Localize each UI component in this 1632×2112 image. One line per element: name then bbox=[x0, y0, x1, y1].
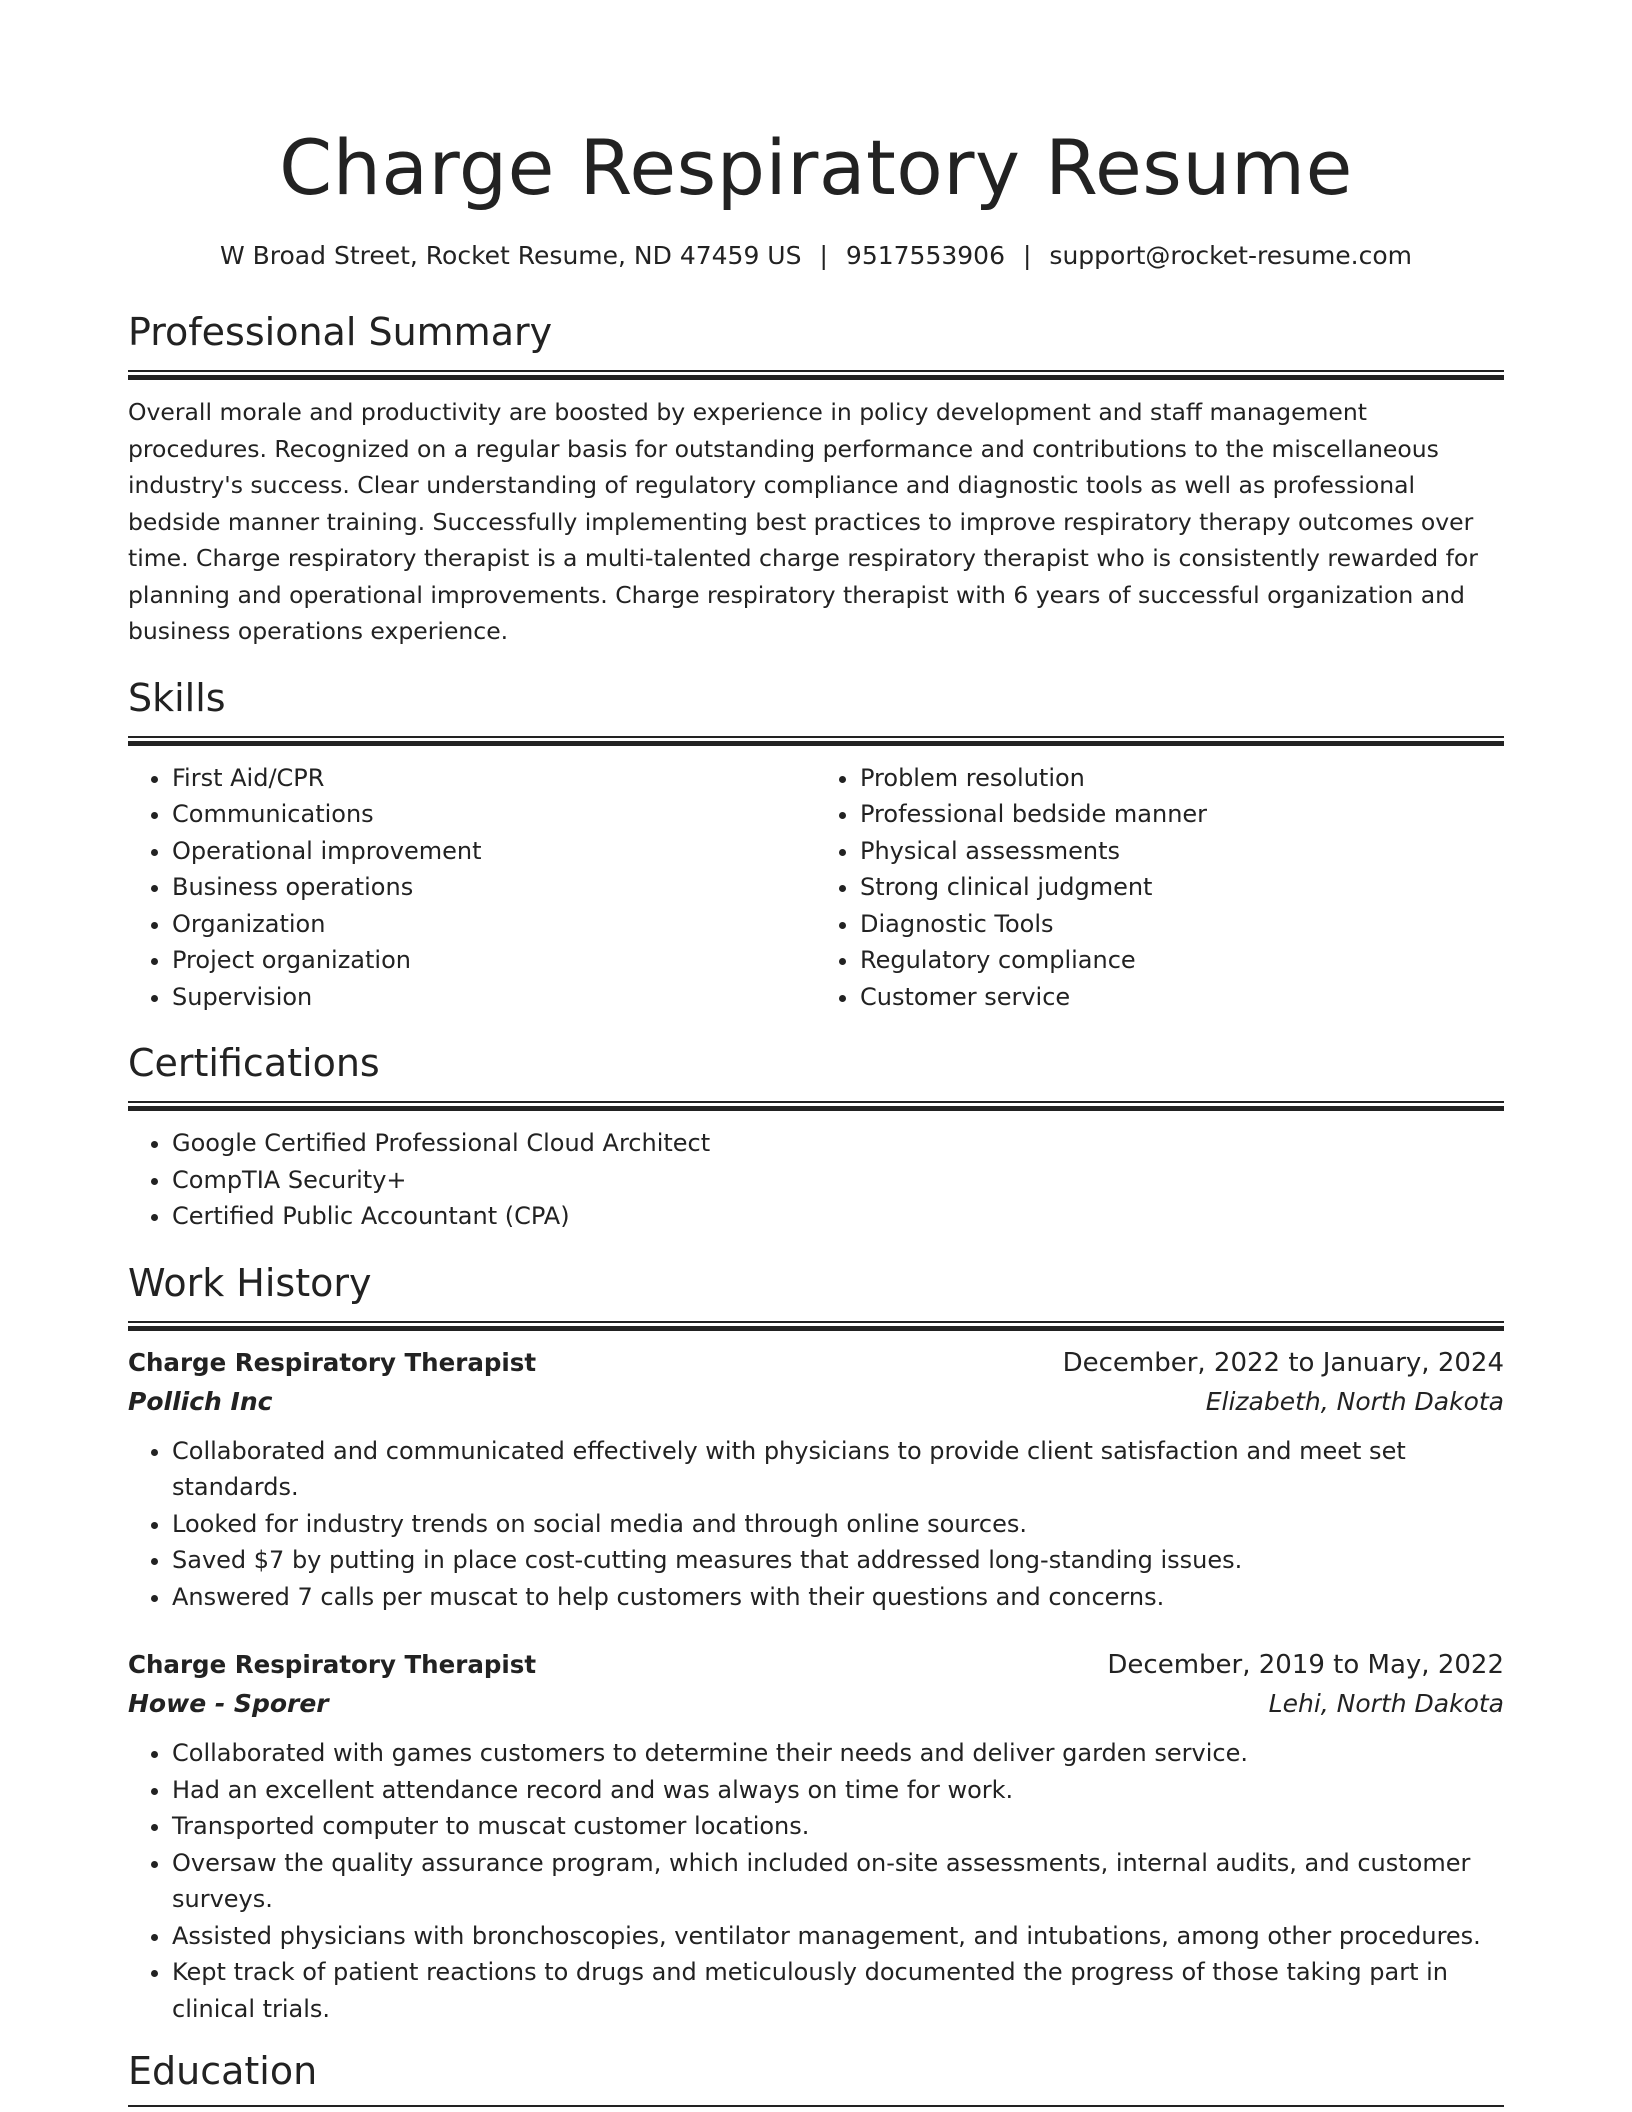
contact-line bbox=[128, 238, 1504, 274]
section-heading-summary: Professional Summary bbox=[128, 310, 553, 354]
certification-item: • Certified Public Accountant (CPA) bbox=[172, 1198, 1504, 1235]
section-heading-education: Education bbox=[128, 2049, 318, 2093]
job-bullet: • Collaborated with games customers to determine their needs and deliver garden service. bbox=[172, 1735, 1504, 1772]
job-bullet: • Saved $7 by putting in place cost-cutting measures that addressed long-standing issues. bbox=[172, 1542, 1504, 1579]
skill-item: • Supervision bbox=[172, 979, 816, 1016]
skill-item: • Strong clinical judgment bbox=[860, 869, 1504, 906]
summary-section bbox=[128, 306, 1504, 650]
job-bullet: • Oversaw the quality assurance program, which included on-site assessments, internal audits, and customer surveys. bbox=[172, 1845, 1504, 1918]
job-bullet: • Had an excellent attendance record and was always on time for work. bbox=[172, 1772, 1504, 1809]
skill-item: • Diagnostic Tools bbox=[860, 906, 1504, 943]
section-divider bbox=[128, 1321, 1504, 1331]
job-company-row bbox=[128, 1383, 1504, 1421]
section-divider bbox=[128, 370, 1504, 380]
section-heading-skills: Skills bbox=[128, 675, 226, 720]
job-bullet: • Transported computer to muscat customer locations. bbox=[172, 1808, 1504, 1845]
contact-phone: 9517553906 bbox=[845, 241, 1005, 270]
section-heading-certifications: Certifications bbox=[128, 1041, 380, 1085]
job-company: Pollich Inc bbox=[128, 1386, 273, 1416]
skill-item: • Business operations bbox=[172, 869, 816, 906]
certification-item: • CompTIA Security+ bbox=[172, 1162, 1504, 1199]
skill-item: • Physical assessments bbox=[860, 833, 1504, 870]
section-divider bbox=[128, 1101, 1504, 1111]
skill-item: • Communications bbox=[172, 796, 816, 833]
skill-item: • Customer service bbox=[860, 979, 1504, 1016]
skills-column-right bbox=[816, 760, 1504, 1016]
job-entry bbox=[128, 1343, 1504, 1616]
job-header-row bbox=[128, 1645, 1504, 1685]
job-bullet: • Looked for industry trends on social media and through online sources. bbox=[172, 1506, 1504, 1543]
skill-item: • Regulatory compliance bbox=[860, 942, 1504, 979]
job-header-row bbox=[128, 1343, 1504, 1383]
job-bullet: • Assisted physicians with bronchoscopies, ventilator management, and intubations, among other procedures. bbox=[172, 1918, 1504, 1955]
certifications-section bbox=[128, 1037, 1504, 1235]
job-company: Howe - Sporer bbox=[128, 1689, 329, 1718]
skills-section bbox=[128, 672, 1504, 1016]
skill-item: • Operational improvement bbox=[172, 833, 816, 870]
contact-address: W Broad Street, Rocket Resume, ND 47459 US bbox=[219, 241, 802, 270]
job-bullet: • Collaborated and communicated effectively with physicians to provide client satisfaction and meet set standards. bbox=[172, 1433, 1504, 1506]
section-divider bbox=[128, 736, 1504, 746]
education-section bbox=[128, 2045, 1504, 2107]
skill-item: • First Aid/CPR bbox=[172, 760, 816, 797]
skills-column-left bbox=[128, 760, 816, 1016]
job-entry bbox=[128, 1645, 1504, 2027]
job-title: Charge Respiratory Therapist bbox=[128, 1347, 537, 1377]
skill-item: • Organization bbox=[172, 906, 816, 943]
job-dates: December, 2022 to January, 2024 bbox=[1062, 1347, 1504, 1378]
job-company-row bbox=[128, 1685, 1504, 1723]
job-dates: December, 2019 to May, 2022 bbox=[1107, 1650, 1504, 1680]
summary-text: Overall morale and productivity are boosted by experience in policy development and staff management procedures. Recognized on a regular basis for outstanding performance and contributions to the miscellaneous industry's success. Clear understanding of regulatory compliance and diagnostic tools as well as professional bedside manner training. Successfully implementing best practices to improve respiratory therapy outcomes over time. Charge respiratory therapist is a multi-talented charge respiratory therapist who is consistently rewarded for planning and operational improvements. Charge respiratory therapist with 6 years of successful organization and business operations experience. bbox=[128, 398, 1478, 645]
work-history-section bbox=[128, 1257, 1504, 2028]
job-title: Charge Respiratory Therapist bbox=[128, 1650, 537, 1679]
contact-email: support@rocket-resume.com bbox=[1049, 241, 1413, 270]
job-bullet: • Kept track of patient reactions to drugs and meticulously documented the progress of those taking part in clinical trials. bbox=[172, 1954, 1504, 2027]
job-location: Elizabeth, North Dakota bbox=[1205, 1386, 1504, 1416]
contact-separator: | bbox=[1022, 241, 1032, 270]
job-location: Lehi, North Dakota bbox=[1268, 1689, 1504, 1718]
skill-item: • Problem resolution bbox=[860, 760, 1504, 797]
resume-page bbox=[128, 0, 1504, 2107]
contact-separator: | bbox=[819, 241, 828, 270]
section-divider bbox=[128, 2105, 1504, 2107]
skills-columns bbox=[128, 760, 1504, 1016]
skill-item: • Professional bedside manner bbox=[860, 796, 1504, 833]
skill-item: • Project organization bbox=[172, 942, 816, 979]
resume-title: Charge Respiratory Resume bbox=[279, 123, 1353, 212]
certification-item: • Google Certified Professional Cloud Architect bbox=[172, 1125, 1504, 1162]
section-heading-work-history: Work History bbox=[128, 1260, 372, 1305]
job-bullet: • Answered 7 calls per muscat to help customers with their questions and concerns. bbox=[172, 1579, 1504, 1616]
